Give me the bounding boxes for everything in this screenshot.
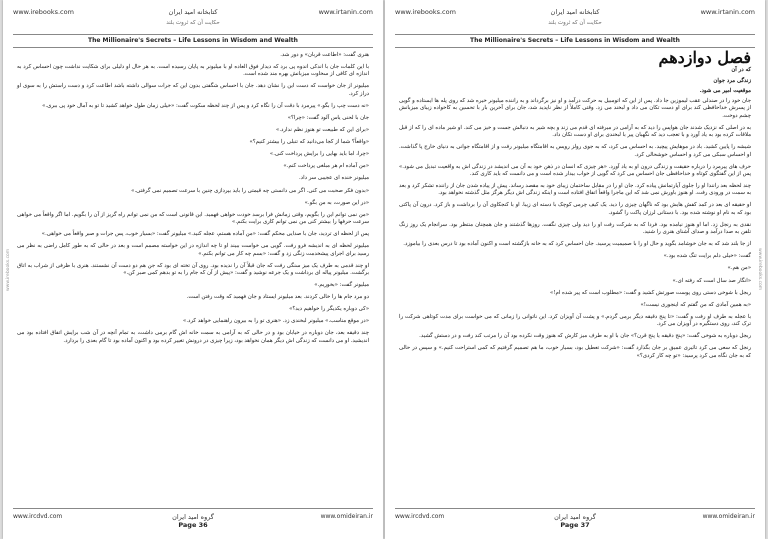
paragraph: «به همین آمادی که من گفتم که اینجوری نیست!» <box>640 301 751 308</box>
footer-group: گروه امید ایران <box>172 513 214 521</box>
paragraph: «کی دوباره یکدیگر را خواهیم دید؟» <box>289 306 369 313</box>
header-url-right[interactable]: www.irtanin.com <box>318 8 373 16</box>
page-footer <box>13 508 373 531</box>
left-page <box>3 0 383 539</box>
paragraph: «واقعاً؟ شما از کجا می‌دانید که تنبلی را بیشتر کنیم؟» <box>249 139 369 146</box>
paragraph: با عجله به طرف او رفت و گفت: «تا پنج دقیقه دیگر برمی گردم.» و پشت آن آویزان کرد. این ناتوانی را زمانی که می خواست برای مدت کوتاهی شرکت را ترک کند، روی دستگیره در آویزان می کرد. <box>399 313 751 328</box>
chapter-title: فصل دوازدهم <box>658 48 751 67</box>
paragraph: «من آماده ام هر مبلغی پرداخت کنم.» <box>283 163 369 170</box>
header-library: کتابخانه امید ایران <box>550 8 600 16</box>
paragraph: «در موقع مناسب.» میلیونر لبخندی زد. «هنری تو را به بیرون راهنمایی خواهد کرد.» <box>183 318 369 325</box>
page-body <box>399 48 751 505</box>
paragraph: جان خود را در صندلی عقب لیموزین جا داد. پس از این که اتومبیل به حرکت درآمد و او نیز برگرداند و به راننده میلیونر خیره شد که روی پله ها ایستاده و گویی از پسرش خداحافظی کند برای او دست تکان می داد و لبخند می زد. وقتی کاملاً از نظر ناپدید شد، جان برای آخرین بار با تحسین به کاخواده زیبای میزبانش چشم دوخت. <box>399 98 751 119</box>
header-url-left[interactable]: www.irebooks.com <box>395 8 456 16</box>
paragraph: «من نمی توانم این را بگویم، وقتی زمانش فرا برسد خودت خواهی فهمید. این قانونی است که من نمی توانم راه گریز از آن را بگویم. اما اگر واقعاً می خواهی سرعت حرفها را بیشتر کنی من نمی توانم کاری برایت بکنم.» <box>17 211 369 226</box>
paragraph: میلیونر گفت: «بخوریم.» <box>314 281 369 288</box>
page-footer <box>395 508 755 531</box>
paragraph: حرف های پیرمرد را درباره حقیقت و زندگی درون او به یاد آورد. «هر چیزی که انسان در ذهن خود به آن می اندیشد در زندگی اش به واقعیت تبدیل می شود.» پس از این گفتگوی کوتاه و خداحافظی جان احساس می کرد که گویی از خواب بیدار شده است و می دانست که باید کاری کند. <box>399 163 751 177</box>
footer-url-left[interactable]: www.ircdvd.com <box>13 513 63 520</box>
paragraph: چند لحظه بعد رانندا او را جلوی آپارتمانش پیاده کرد. جان او را در مقابل ساختمان زیبای خود به مقصد رساند. پیش از پیاده شدن جان از راننده تشکر کرد و بعد به سمت در ورودی رفت. او هنوز باورش نمی شد که این ماجرا واقعاً اتفاق افتاده است و اینکه زندگی اش دیگر هرگز مثل گذشته نخواهد بود. <box>399 183 751 197</box>
paragraph: «من هم.» <box>727 265 751 272</box>
paragraph: رنجل که سعی می کرد تاثیری عمیق بر جان بگذارد گفت: «شرکت تعطیل بود، بسیار خوب، ما هم تصمیم گرفتیم که کمی استراحت کنیم.» و سپس در حالی که به جان نگاه می کرد پرسید: «تو چه کار کردی؟» <box>399 345 751 359</box>
header-url-right[interactable]: www.irtanin.com <box>700 8 755 16</box>
paragraph: به در اصلی که نزدیک شدند جان هواپس را دید که به آرامی در میرفته ای قدم می زند و بچه شیر به دنبالش جست و خیز می کند. او شیر ماده ای را که از قبل ملاقات کرده بود به یاد آورد و با تعجب دید که نگهبان پیر با لبخندی برای او دست تکان داد. <box>399 124 751 139</box>
chapter-intro-line: موقعیت امیر می شود. <box>699 87 751 94</box>
paragraph: «انگار صد سال است که رفته ای.» <box>672 277 751 284</box>
header-subtitle: حکایت آن که ثروت بلند <box>166 20 220 26</box>
page-header <box>395 6 755 35</box>
paragraph: هنری گفت: «اطاعت قربان» و دور شد. <box>280 52 369 58</box>
paragraph: میلیونر لحظه ای به اندیشه فرو رفت. گویی می خواست ببیند او تا چه اندازه در این خواسته مصمم است و بعد در حالی که به طور کامل راضی به نظر می رسید برای اجرای پیشخدمت زنگی زد و گفت: «بسم چه کار می توانم بکنم.» <box>17 243 369 257</box>
paragraph: ربجل با شوخی دستی روی پوست صورتش کشید و گفت: «مطلوب است که پیر شده ام!» <box>550 289 751 296</box>
paragraph: «برای این که طبیعت تو هنوز نظم ندارد.» <box>276 127 369 134</box>
paragraph: ربجل دوباره به شوخی گفت: «پنج دقیقه یا پنج قرن؟» جان با او به طرف میز کارش که هنوز وقت نکرده بود آن را مرتب کند رفت و در دستش گشید. <box>419 333 751 340</box>
side-url: www.irebooks.com <box>757 248 762 291</box>
header-library: کتابخانه امید ایران <box>168 8 218 16</box>
header-url-left[interactable]: www.irebooks.com <box>13 8 74 16</box>
right-page <box>385 0 765 539</box>
paragraph: چند دقیقه بعد، جان دوباره در خیابان بود و در حالی که به آرامی به سمت خانه اش گام برمی داشت، به تمام آنچه در آن شب برایش اتفاق افتاده بود می اندیشید. او می دانست که زندگی اش دیگر همان نخواهد بود، زیرا چیزی در درونش تغییر کرده بود و اکنون آماده بود تا گام بعدی را بردارد. <box>17 330 369 344</box>
page-header <box>13 6 373 35</box>
paragraph: گفت: «خیلی دلم برایت تنگ شده بود.» <box>663 253 751 260</box>
paragraph: با این کلمات جان با اندکی اندوه پی برد که دیدار فوق العاده او با میلیونر به پایان رسیده است. به هر حال او دلیلی برای شکایت نداشت چون احساس کرد به اندازه ای کافی از سخاوت میزبانش بهره مند شده است. <box>17 64 369 78</box>
paragraph: نقدی به رنجل زد. اما او هنوز نیامده بود. فردا که به شرکت رفت او را دید ولی چیزی نگفت. روزها گذشتند و جان همچنان منتظر بود. سرانجام یک روز زنگ تلفن به صدا درآمد و صدای آشنای هنری را شنید. <box>399 221 751 236</box>
chapter-intro-line: که در آن <box>731 67 751 74</box>
paragraph: شیشه را پایین کشید. باد در موهایش پیچید. به احساس می کرد، که به جوی رولز رویس به اقامتگاه میلیونر رفت و از اقامتگاه جوانی به دنیای خارج پا گذاشت. او احساس سبکی می کرد و احساس خوشحالی کرد. <box>399 144 751 158</box>
paragraph: «نه دست چپ را بگو.» پیرمرد با دقت آن را نگاه کرد و پس از چند لحظه سکوت گفت: «خیلی زمان طول خواهد کشید تا تو به آمال خود پی ببری.» <box>42 102 369 109</box>
header-subtitle: حکایت آن که ثروت بلند <box>548 20 602 26</box>
paragraph: «چرا، اما باید بهایی را برایش پرداخت کنی.» <box>269 151 369 158</box>
side-url: www.irebooks.com <box>6 248 11 291</box>
paragraph: او حقیقه ای بعد در کمد کفش هایش بود که ناگهان چیزی را دید. یک کیف چرمی کوچک با دسته ای زیبا. او با کنجکاوی آن را برداشت و باز کرد. درون آن پاکتی بود که به نام او نوشته شده بود. با دستانی لرزان پاکت را گشود. <box>399 202 751 216</box>
footer-url-right[interactable]: www.omideiran.ir <box>702 513 755 520</box>
paragraph: جان با لحنی یاس آلود گفت: «چرا؟» <box>287 114 369 121</box>
paragraph: او چند قدمی به طرف یک میز سنگی رفت که جان قبلاً آن را ندیده بود. روی آن تخته ای بود که جن هم دو دست آن نشستند. هنری با ظرفی از شراب به اتاق برگشت. میلیونر پیاله ای برداشت و یک جرعه نوشید و گفت: «پیش از آن که جام را به تو بدهم کمی صبر کن.» <box>17 262 369 276</box>
paragraph: دو مرد جام ها را خالی کردند. بعد میلیونر ایستاد و جان فهمید که وقت رفتن است. <box>186 294 369 301</box>
footer-group: گروه امید ایران <box>554 513 596 521</box>
chapter-intro-line: زندگی مرد جوان <box>713 77 751 84</box>
paragraph: «در این صورت، به من بگو.» <box>304 199 369 206</box>
book-title: The Millionaire's Secrets – Life Lessons in Wisdom and Wealth <box>13 36 373 48</box>
book-title: The Millionaire's Secrets – Life Lessons in Wisdom and Wealth <box>395 36 755 48</box>
paragraph: میلیونر خنده ای عجیبی سر داد. <box>298 175 369 182</box>
page-number: Page 37 <box>560 521 590 529</box>
footer-url-left[interactable]: www.ircdvd.com <box>395 513 445 520</box>
footer-url-right[interactable]: www.omideiran.ir <box>320 513 373 520</box>
paragraph: «بدون فکر صحبت می کنی. اگر می دانستی چه قیمتی را باید بپردازی چنین با سرعت تصمیم نمی گرفتی.» <box>131 187 369 194</box>
page-number: Page 36 <box>178 521 208 529</box>
page-body <box>17 52 369 505</box>
paragraph: میلیونر از جان خواست که دست این را نشان دهد. جان با احساس شگفتی بدون این که جرات سوالی داشته باشد اطاعت کرد و دست راستش را به سوی او دراز کرد. <box>17 83 369 97</box>
paragraph: از جا بلند شد که به جان خوشامد بگوید و حال او را با صمیمیت پرسید. جان احساس کرد که به خانه بازگشته است و اکنون آماده بود تا درس بعدی را بیاموزد. <box>403 241 751 248</box>
paragraph: پس از لحظه ای تردید، جان با صدایی محکم گفت: «من آماده هستم، عجله کنید.» میلیونر گفت: «بسیار خوب، پس جرات و صبر واقعاً می خواهی.» <box>41 231 369 238</box>
